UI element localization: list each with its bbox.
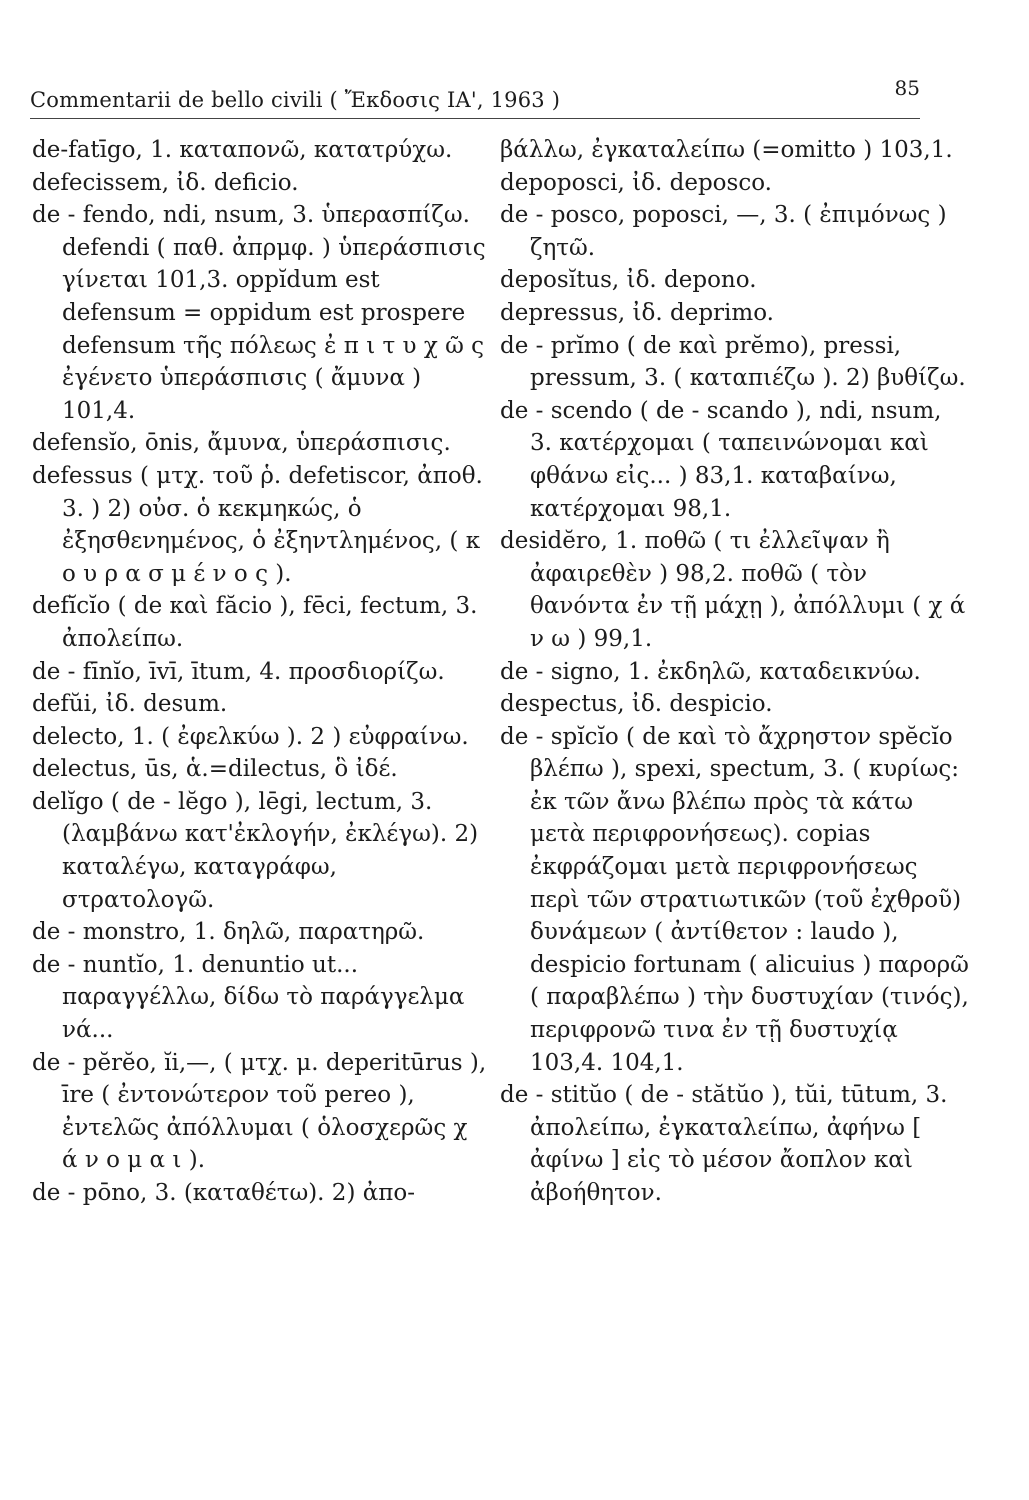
dictionary-entry: de - stitŭo ( de - stătŭo ), tŭi, tūtum, 3. ἀπολείπω, ἐγκαταλείπω, ἀφήνω [ ἀφίνω ] εἰς τὸ μέσον ἄοπλον καὶ ἀβοήθητον. [500,1082,948,1206]
dictionary-entry: depoposci, ἰδ. deposco. [500,169,772,196]
dictionary-entry: de - fendo, ndi, nsum, 3. ὑπερασπίζω. defendi ( παθ. ἀπρμφ. ) ὑπεράσπισις γίνεται 101,3. oppĭdum est defensum = oppidum est prospere defensum τῆς πόλεως ἐ π ι τ υ χ ῶ ς ἐγένετο ὑπεράσπισις ( ἄμυνα ) 101,4. [32,202,486,424]
dictionary-entry: despectus, ἰδ. despicio. [500,691,773,718]
dictionary-entry: de - posco, poposci, —, 3. ( ἐπιμόνως ) ζητῶ. [500,202,947,261]
dictionary-entry: delectus, ūs, ἁ.=dilectus, ὃ ἰδέ. [32,756,398,783]
dictionary-entry: defensĭo, ōnis, ἄμυνα, ὑπεράσπισις. [32,430,451,457]
left-column [32,134,490,1210]
page-header [30,70,920,119]
dictionary-entry: de - signo, 1. ἐκδηλῶ, καταδεικνύω. [500,658,921,685]
right-column [500,134,970,1210]
dictionary-entry: deposĭtus, ἰδ. depono. [500,267,757,294]
dictionary-entry: de - spĭcĭo ( de καὶ τὸ ἄχρηστον spĕcĭo βλέπω ), spexi, spectum, 3. ( κυρίως: ἐκ τῶν ἄνω βλέπω πρὸς τὰ κάτω μετὰ περιφρονήσεως). copias ἐκφράζομαι μετὰ περιφρονήσεως περὶ τῶν στρατιωτικῶν (τοῦ ἐχθροῦ) δυνάμεων ( ἀντίθετον : laudo ), despicio fortunam ( alicuius ) παρορῶ ( παραβλέπω ) τὴν δυστυχίαν (τινός), περιφρονῶ τινα ἐν τῇ δυστυχίᾳ 103,4. 104,1. [500,723,969,1076]
running-title: Commentarii de bello civili ( Ἔκδοσις ΙΑ', 1963 ) [30,88,561,112]
dictionary-entry: de - scendo ( de - scando ), ndi, nsum, 3. κατέρχομαι ( ταπεινώνομαι καὶ φθάνω εἰς... ) 83,1. καταβαίνω, κατέρχομαι 98,1. [500,397,942,522]
dictionary-entry: defŭi, ἰδ. desum. [32,691,228,718]
dictionary-entry: de - pĕrĕo, ĭi,—, ( μτχ. μ. deperitūrus ), īre ( ἐντονώτερον τοῦ pereo ), ἐντελῶς ἀπόλλυμαι ( ὁλοσχερῶς χ ά ν ο μ α ι ). [32,1049,487,1174]
page-number: 85 [894,76,920,100]
dictionary-entry: defĭcĭo ( de καὶ făcio ), fēci, fectum, 3. ἀπολείπω. [32,593,478,652]
dictionary-entry: desidĕro, 1. ποθῶ ( τι ἐλλεῖψαν ἢ ἀφαιρεθὲν ) 98,2. ποθῶ ( τὸν θανόντα ἐν τῇ μάχῃ ), ἀπόλλυμι ( χ ά ν ω ) 99,1. [500,528,966,652]
dictionary-entry: de-fatīgo, 1. καταπονῶ, κατατρύχω. [32,137,453,163]
dictionary-entry: de - pōno, 3. (καταθέτω). 2) ἀπο- [32,1180,415,1206]
dictionary-entry: defessus ( μτχ. τοῦ ῥ. defetiscor, ἀποθ. 3. ) 2) οὐσ. ὁ κεκμηκώς, ὁ ἐξησθενημένος, ὁ ἐξηντλημένος, ( κ ο υ ρ α σ μ έ ν ο ς ). [32,462,483,587]
dictionary-entry: βάλλω, ἐγκαταλείπω (=omitto ) 103,1. [500,137,953,163]
dictionary-entry: de - fīnĭo, īvī, ītum, 4. προσδιορίζω. [32,658,445,685]
dictionary-entry: de - monstro, 1. δηλῶ, παρατηρῶ. [32,919,425,946]
dictionary-entry: defecissem, ἰδ. deficio. [32,169,299,196]
dictionary-entry: de - prĭmo ( de καὶ prĕmo), pressi, pressum, 3. ( καταπιέζω ). 2) βυθίζω. [500,332,966,392]
dictionary-entry: delecto, 1. ( ἐφελκύω ). 2 ) εὐφραίνω. [32,723,469,750]
dictionary-entry: depressus, ἰδ. deprimo. [500,299,774,326]
dictionary-entry: de - nuntĭo, 1. denuntio ut... παραγγέλλω, δίδω τὸ παράγγελμα νά... [32,951,465,1044]
dictionary-entry: delĭgo ( de - lĕgo ), lēgi, lectum, 3. (λαμβάνω κατ'ἐκλογήν, ἐκλέγω). 2) καταλέγω, καταγράφω, στρατολογῶ. [32,788,479,913]
